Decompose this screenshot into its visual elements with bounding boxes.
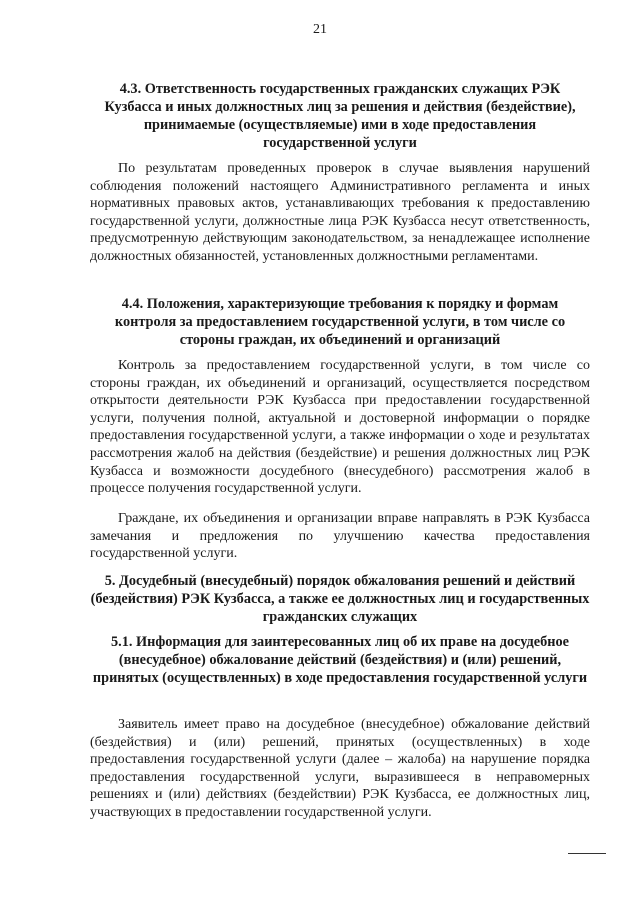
footer-divider: [568, 853, 606, 854]
section-5-heading: 5. Досудебный (внесудебный) порядок обжалования решений и действий (бездействия) РЭК Кузбасса, а также ее должностных лиц и государственных гражданских служащих: [90, 573, 590, 625]
section-5-1-heading: 5.1. Информация для заинтересованных лиц об их праве на досудебное (внесудебное) обжалование действий (бездействия) и (или) решений, принятых (осуществленных) в ходе предоставления государственной услуги: [92, 634, 588, 686]
section-4-3-paragraph: По результатам проведенных проверок в случае выявления нарушений соблюдения положений настоящего Административного регламента и иных нормативных правовых актов, устанавливающих требования к предоставлению государственной услуги, должностные лица РЭК Кузбасса несут ответственность, предусмотренную действующим законодательством, за ненадлежащее исполнение должностных обязанностей, установленных должностными регламентами.: [90, 161, 590, 264]
page-number: 21: [313, 22, 327, 37]
section-4-3-heading: 4.3. Ответственность государственных гражданских служащих РЭК Кузбасса и иных должностных лиц за решения и действия (бездействие), принимаемые (осуществляемые) ими в ходе предоставления государственной услуги: [104, 81, 576, 151]
section-4-4-paragraph-2: Граждане, их объединения и организации вправе направлять в РЭК Кузбасса замечания и предложения по улучшению качества предоставления государственной услуги.: [90, 511, 590, 562]
section-5-1-paragraph: Заявитель имеет право на досудебное (внесудебное) обжалование действий (бездействия) и (или) решений, принятых (осуществленных) в ходе предоставления государственной услуги (далее – жалоба) на нарушение порядка предоставления государственной услуги, выразившееся в неправомерных решениях и (или) действиях (бездействии) РЭК Кузбасса, ее должностных лиц, участвующих в предоставлении государственной услуги.: [90, 717, 590, 820]
section-4-4-heading: 4.4. Положения, характеризующие требования к порядку и формам контроля за предоставлением государственной услуги, в том числе со стороны граждан, их объединений и организаций: [114, 296, 566, 348]
section-4-4-paragraph-1: Контроль за предоставлением государственной услуги, в том числе со стороны граждан, их объединений и организаций, осуществляется посредством открытости деятельности РЭК Кузбасса при предоставлении государственной услуги, получения полной, актуальной и достоверной информации о порядке предоставления государственной услуги, а также информации о ходе и результатах рассмотрения жалоб на действия (бездействие) и решения должностных лиц РЭК Кузбасса и возможности досудебного (внесудебного) рассмотрения жалоб в процессе получения государственной услуги.: [90, 358, 590, 497]
